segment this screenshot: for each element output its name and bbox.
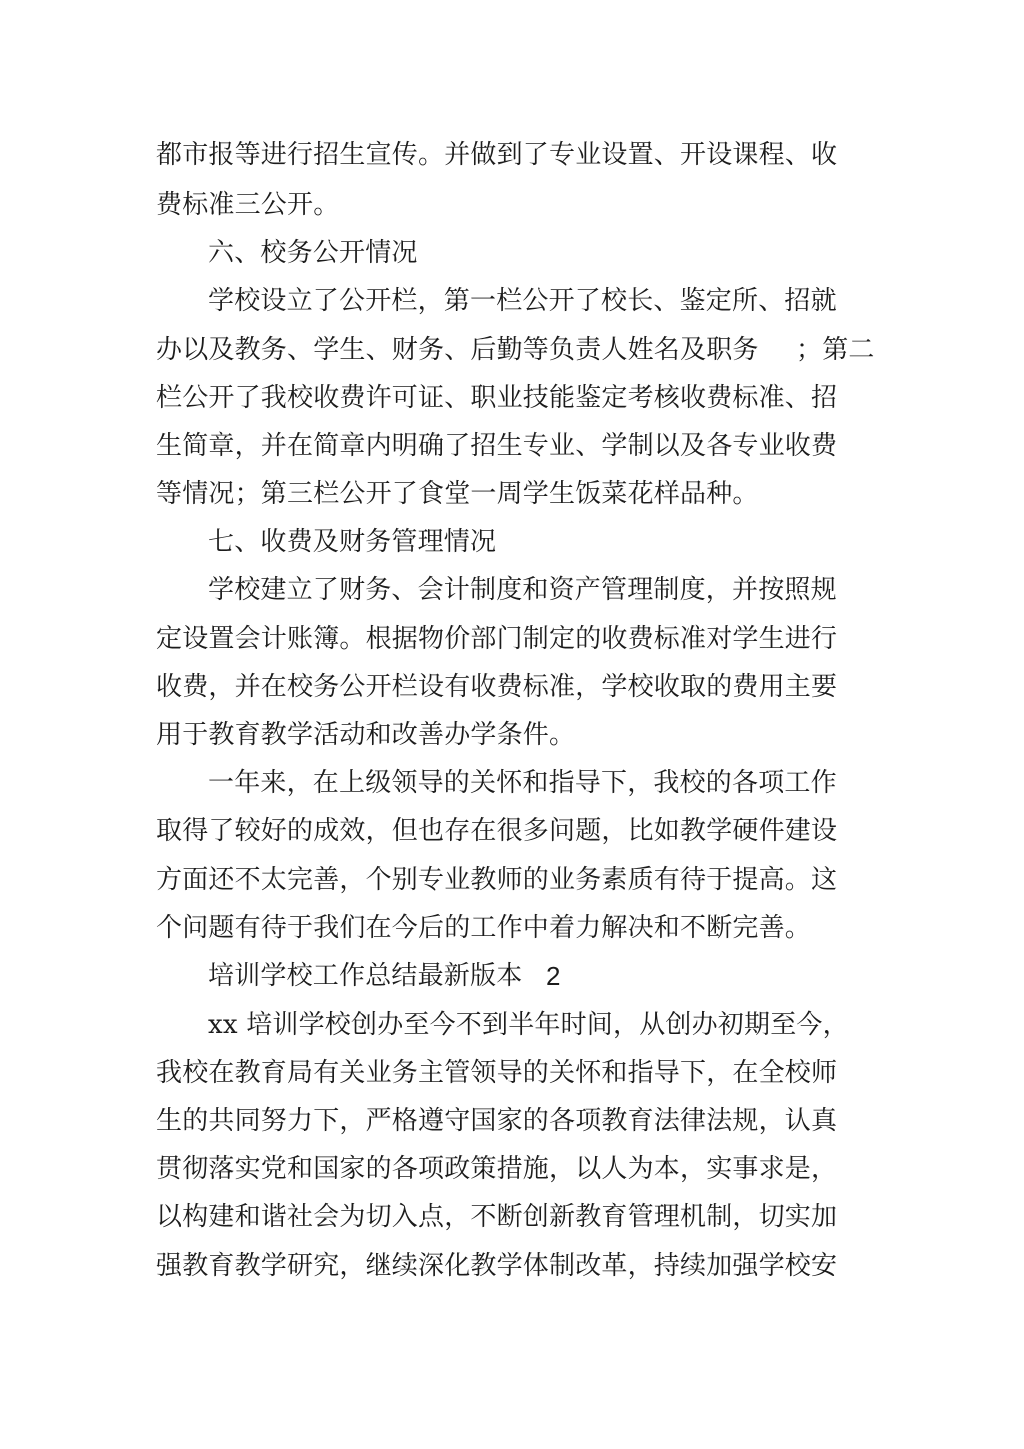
section-number: 2 — [546, 961, 561, 991]
section-title: 培训学校工作总结最新版本 — [208, 961, 523, 991]
section-heading: 七、收费及财务管理情况 — [208, 527, 497, 557]
text-line: 费标准三公开。 — [156, 190, 340, 220]
text-line: 强教育教学研究，继续深化教学体制改革，持续加强学校安 — [156, 1251, 838, 1281]
text-line: 办以及教务、学生、财务、后勤等负责人姓名及职务 — [156, 335, 759, 365]
text-line: 我校在教育局有关业务主管领导的关怀和指导下，在全校师 — [156, 1058, 838, 1088]
text-line: 等情况；第三栏公开了食堂一周学生饭菜花样品种。 — [156, 479, 759, 509]
text-line: 以构建和谐社会为切入点，不断创新教育管理机制，切实加 — [156, 1202, 838, 1232]
text-line: 学校建立了财务、会计制度和资产管理制度，并按照规 — [208, 575, 837, 605]
text-line: 栏公开了我校收费许可证、职业技能鉴定考核收费标准、招 — [156, 383, 838, 413]
text-line: 贯彻落实党和国家的各项政策措施，以人为本，实事求是， — [156, 1154, 838, 1184]
text-line: 定设置会计账簿。根据物价部门制定的收费标准对学生进行 — [156, 624, 838, 654]
text-line: 个问题有待于我们在今后的工作中着力解决和不断完善。 — [156, 913, 812, 943]
text-line: 用于教育教学活动和改善办学条件。 — [156, 720, 576, 750]
text-line: 生简章，并在简章内明确了招生专业、学制以及各专业收费 — [156, 431, 838, 461]
text-line: ；第二 — [796, 335, 875, 365]
text-line: 收费，并在校务公开栏设有收费标准，学校收取的费用主要 — [156, 672, 838, 702]
text-line: 取得了较好的成效，但也存在很多问题，比如教学硬件建设 — [156, 816, 838, 846]
section-heading: 六、校务公开情况 — [208, 238, 418, 268]
text-line: 生的共同努力下，严格遵守国家的各项教育法律法规，认真 — [156, 1106, 838, 1136]
text-line: xx 培训学校创办至今不到半年时间，从创办初期至今， — [208, 1010, 849, 1040]
text-line: 一年来，在上级领导的关怀和指导下，我校的各项工作 — [208, 768, 837, 798]
text-line: 方面还不太完善，个别专业教师的业务素质有待于提高。这 — [156, 865, 838, 895]
text-line: 学校设立了公开栏，第一栏公开了校长、鉴定所、招就 — [208, 286, 837, 316]
text-line: 都市报等进行招生宣传。并做到了专业设置、开设课程、收 — [156, 140, 838, 170]
